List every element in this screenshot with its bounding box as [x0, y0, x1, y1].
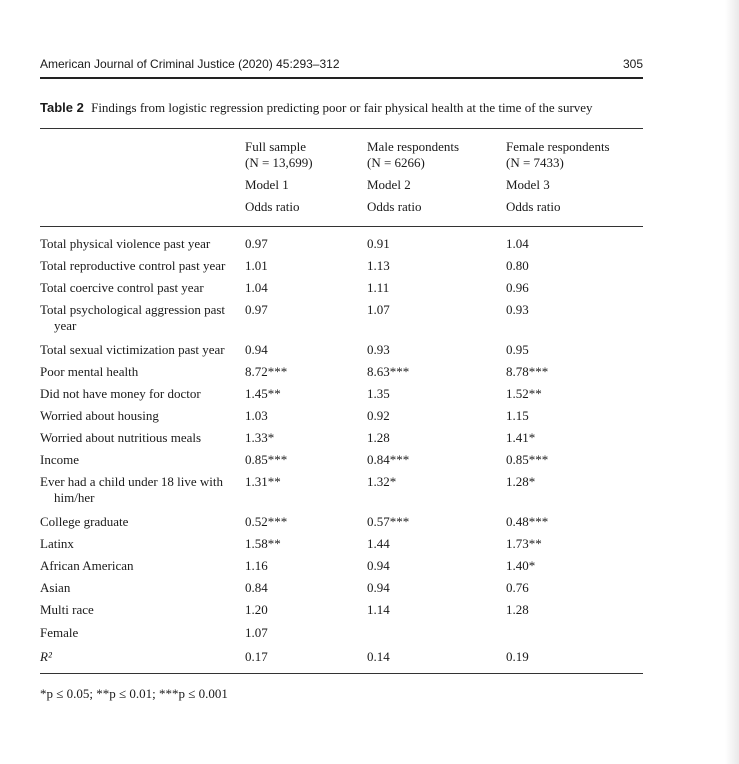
journal-citation: American Journal of Criminal Justice (2020) 45:293–312 [40, 57, 340, 71]
cell-model-2: 1.13 [367, 258, 390, 273]
cell-model-1: 1.33* [245, 430, 275, 445]
row-label [40, 474, 245, 506]
cell-model-2: 0.14 [367, 649, 390, 664]
row-label: Asian [40, 580, 71, 595]
cell-model-2: 0.94 [367, 558, 390, 573]
cell-model-2: 1.35 [367, 386, 390, 401]
column-n: (N = 13,699) [245, 155, 313, 170]
row-label: Total sexual victimization past year [40, 342, 225, 357]
table-label: Table 2 [40, 100, 84, 115]
column-group: Female respondents [506, 139, 610, 154]
column-n: (N = 6266) [367, 155, 425, 170]
column-model: Model 3 [506, 177, 550, 192]
cell-model-1: 1.58** [245, 536, 281, 551]
page-number: 305 [622, 57, 643, 71]
cell-model-3: 0.19 [506, 649, 529, 664]
cell-model-2: 1.32* [367, 474, 397, 489]
cell-model-1: 1.20 [245, 602, 268, 617]
cell-model-1: 1.04 [245, 280, 268, 295]
row-label: Multi race [40, 602, 94, 617]
column-stat: Odds ratio [245, 199, 300, 214]
header-bottom-rule [40, 226, 643, 227]
table-top-rule [40, 128, 643, 129]
cell-model-2: 1.11 [367, 280, 390, 295]
row-label-continuation: year [54, 318, 77, 333]
cell-model-3: 0.76 [506, 580, 529, 595]
table-caption [40, 100, 643, 116]
cell-model-3: 0.48*** [506, 514, 549, 529]
row-label-continuation: him/her [54, 490, 95, 505]
cell-model-2: 1.07 [367, 302, 390, 317]
column-header-full-sample [245, 139, 313, 215]
table-title: Findings from logistic regression predicting poor or fair physical health at the time of the survey [91, 100, 593, 115]
cell-model-2: 0.92 [367, 408, 390, 423]
row-label: Worried about nutritious meals [40, 430, 202, 445]
cell-model-1: 1.31** [245, 474, 281, 489]
cell-model-1: 0.97 [245, 236, 268, 251]
header-rule [40, 77, 643, 79]
cell-model-2: 0.84*** [367, 452, 410, 467]
cell-model-2: 0.94 [367, 580, 390, 595]
cell-model-3: 8.78*** [506, 364, 549, 379]
row-label: Income [40, 452, 79, 467]
cell-model-3: 0.93 [506, 302, 529, 317]
row-label: Total coercive control past year [40, 280, 204, 295]
row-label-line: Total psychological aggression past [40, 302, 226, 317]
cell-model-3: 1.28 [506, 602, 529, 617]
cell-model-3: 0.95 [506, 342, 529, 357]
cell-model-1: 1.45** [245, 386, 281, 401]
column-group: Male respondents [367, 139, 460, 154]
cell-model-1: 0.94 [245, 342, 268, 357]
cell-model-3: 1.73** [506, 536, 542, 551]
cell-model-3: 0.85*** [506, 452, 549, 467]
cell-model-3: 0.80 [506, 258, 529, 273]
cell-model-2: 8.63*** [367, 364, 410, 379]
cell-model-2: 1.14 [367, 602, 390, 617]
cell-model-3: 1.15 [506, 408, 529, 423]
cell-model-1: 0.97 [245, 302, 268, 317]
column-stat: Odds ratio [506, 199, 561, 214]
row-label: Total physical violence past year [40, 236, 211, 251]
table-bottom-rule [40, 673, 643, 674]
row-label: College graduate [40, 514, 129, 529]
row-label: Latinx [40, 536, 74, 551]
column-model: Model 1 [245, 177, 289, 192]
cell-model-3: 1.28* [506, 474, 536, 489]
page-edge-shadow [725, 0, 739, 764]
cell-model-2: 0.91 [367, 236, 390, 251]
cell-model-1: 1.07 [245, 625, 268, 640]
cell-model-1: 1.16 [245, 558, 268, 573]
cell-model-1: 0.17 [245, 649, 268, 664]
row-label: Total reproductive control past year [40, 258, 226, 273]
cell-model-3: 1.40* [506, 558, 536, 573]
column-stat: Odds ratio [367, 199, 422, 214]
cell-model-2: 0.57*** [367, 514, 410, 529]
cell-model-3: 1.41* [506, 430, 536, 445]
row-label: African American [40, 558, 134, 573]
cell-model-1: 0.52*** [245, 514, 288, 529]
cell-model-1: 0.84 [245, 580, 268, 595]
cell-model-1: 1.01 [245, 258, 268, 273]
row-label: Female [40, 625, 79, 640]
row-label: Did not have money for doctor [40, 386, 201, 401]
cell-model-2: 0.93 [367, 342, 390, 357]
cell-model-3: 1.04 [506, 236, 529, 251]
significance-footnote: *p ≤ 0.05; **p ≤ 0.01; ***p ≤ 0.001 [40, 686, 228, 701]
cell-model-2: 1.28 [367, 430, 390, 445]
cell-model-3: 0.96 [506, 280, 529, 295]
row-label-line: Ever had a child under 18 live with [40, 474, 224, 489]
column-header-female [506, 139, 610, 215]
cell-model-1: 0.85*** [245, 452, 288, 467]
column-group: Full sample [245, 139, 307, 154]
row-label [40, 302, 245, 334]
column-model: Model 2 [367, 177, 411, 192]
column-header-male [367, 139, 459, 215]
cell-model-3: 1.52** [506, 386, 542, 401]
row-label: Worried about housing [40, 408, 159, 423]
cell-model-1: 1.03 [245, 408, 268, 423]
cell-model-1: 8.72*** [245, 364, 288, 379]
row-label: Poor mental health [40, 364, 139, 379]
column-n: (N = 7433) [506, 155, 564, 170]
cell-model-2: 1.44 [367, 536, 390, 551]
row-label: R² [40, 649, 52, 664]
